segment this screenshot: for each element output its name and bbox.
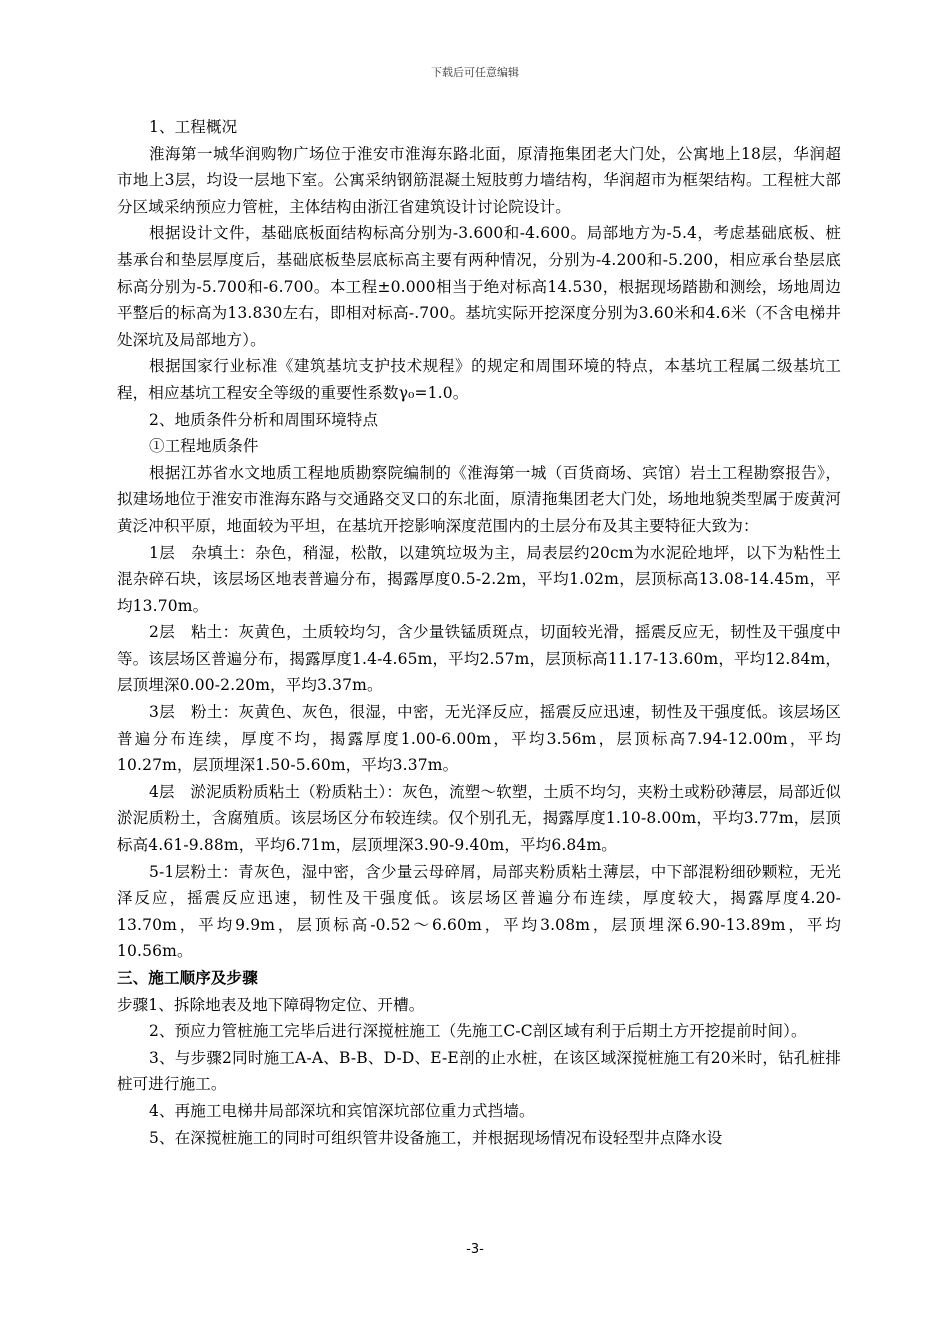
page-header: 下载后可任意编辑	[431, 66, 519, 79]
paragraph: 1、工程概况	[149, 118, 238, 136]
paragraph: 根据国家行业标准《建筑基坑支护技术规程》的规定和周围环境的特点，本基坑工程属二级基坑工程，相应基坑工程安全等级的重要性系数γ₀=1.0。	[117, 357, 841, 402]
paragraph: 1层 杂填土：杂色，稍湿，松散，以建筑垃圾为主，局表层约20cm为水泥砼地坪，以下为粘性土混杂碎石块，该层场区地表普遍分布，揭露厚度0.5-2.2m，平均1.02m，层顶标高13.08-14.45m，平均13.70m。	[117, 543, 841, 615]
paragraph: 4层 淤泥质粉质粘土（粉质粘土）：灰色，流塑～软塑，土质不均匀，夹粉土或粉砂薄层，局部近似淤泥质粉土，含腐殖质。该层场区分布较连续。仅个别孔无，揭露厚度1.10-8.00m，平均3.77m，层顶标高4.61-9.88m，平均6.71m，层顶埋深3.90-9.40m，平均6.84m。	[117, 782, 841, 855]
paragraph: ①工程地质条件	[149, 437, 259, 456]
paragraph: 3、与步骤2同时施工A-A、B-B、D-D、E-E剖的止水桩，在该区域深搅桩施工有20米时，钻孔桩排桩可进行施工。	[117, 1048, 841, 1094]
paragraph: 2、地质条件分析和周围环境特点	[149, 410, 379, 429]
section-heading: 三、施工顺序及步骤	[117, 969, 258, 987]
paragraph: 根据江苏省水文地质工程地质勘察院编制的《淮海第一城（百货商场、宾馆）岩土工程勘察报告》，拟建场地位于淮安市淮海东路与交通路交叉口的东北面，原清拖集团老大门处，场地地貌类型属于废黄河黄泛冲积平原，地面较为平坦，在基坑开挖影响深度范围内的土层分布及其主要特征大致为：	[117, 463, 841, 535]
paragraph: 步骤1、拆除地表及地下障碍物定位、开槽。	[117, 995, 425, 1014]
paragraph: 2、预应力管桩施工完毕后进行深搅桩施工（先施工C-C剖区域有利于后期土方开挖提前时间）。	[149, 1022, 807, 1041]
paragraph: 淮海第一城华润购物广场位于淮安市淮海东路北面，原清拖集团老大门处，公寓地上18层，华润超市地上3层，均设一层地下室。公寓采纳钢筋混凝土短肢剪力墙结构，华润超市为框架结构。工程桩大部分区域采纳预应力管桩，主体结构由浙江省建筑设计讨论院设计。	[117, 144, 841, 216]
paragraph: 根据设计文件，基础底板面结构标高分别为-3.600和-4.600。局部地方为-5.4，考虑基础底板、桩基承台和垫层厚度后，基础底板垫层底标高主要有两种情况，分别为-4.200和-5.200，相应承台垫层底标高分别为-5.700和-6.700。本工程±0.000相当于绝对标高14.530，根据现场踏勘和测绘，场地周边平整后的标高为13.830左右，即相对标高-.700。基坑实际开挖深度分别为3.60米和4.6米（不含电梯井处深坑及局部地方）。	[117, 224, 841, 349]
paragraph: 5、在深搅桩施工的同时可组织管井设备施工，并根据现场情况布设轻型井点降水设	[149, 1128, 723, 1147]
document-body	[117, 114, 841, 1151]
paragraph: 5-1层粉土：青灰色，湿中密，含少量云母碎屑，局部夹粉质粘土薄层，中下部混粉细砂颗粒，无光泽反应，摇震反应迅速，韧性及干强度低。该层场区普遍分布连续，厚度较大，揭露厚度4.20-13.70m，平均9.9m，层顶标高-0.52～6.60m，平均3.08m，层顶埋深6.90-13.89m，平均10.56m。	[117, 862, 841, 961]
paragraph: 4、再施工电梯井局部深坑和宾馆深坑部位重力式挡墙。	[149, 1101, 535, 1120]
paragraph: 3层 粉土：灰黄色、灰色，很湿，中密，无光泽反应，摇震反应迅速，韧性及干强度低。该层场区普遍分布连续，厚度不均，揭露厚度1.00-6.00m，平均3.56m，层顶标高7.94-12.00m，平均10.27m，层顶埋深1.50-5.60m，平均3.37m。	[117, 703, 841, 775]
page-number: -3-	[466, 1242, 484, 1257]
paragraph: 2层 粘土：灰黄色，土质较均匀，含少量铁锰质斑点，切面较光滑，摇震反应无，韧性及干强度中等。该层场区普遍分布，揭露厚度1.4-4.65m，平均2.57m，层顶标高11.17-13.60m，平均12.84m，层顶埋深0.00-2.20m，平均3.37m。	[117, 623, 841, 695]
